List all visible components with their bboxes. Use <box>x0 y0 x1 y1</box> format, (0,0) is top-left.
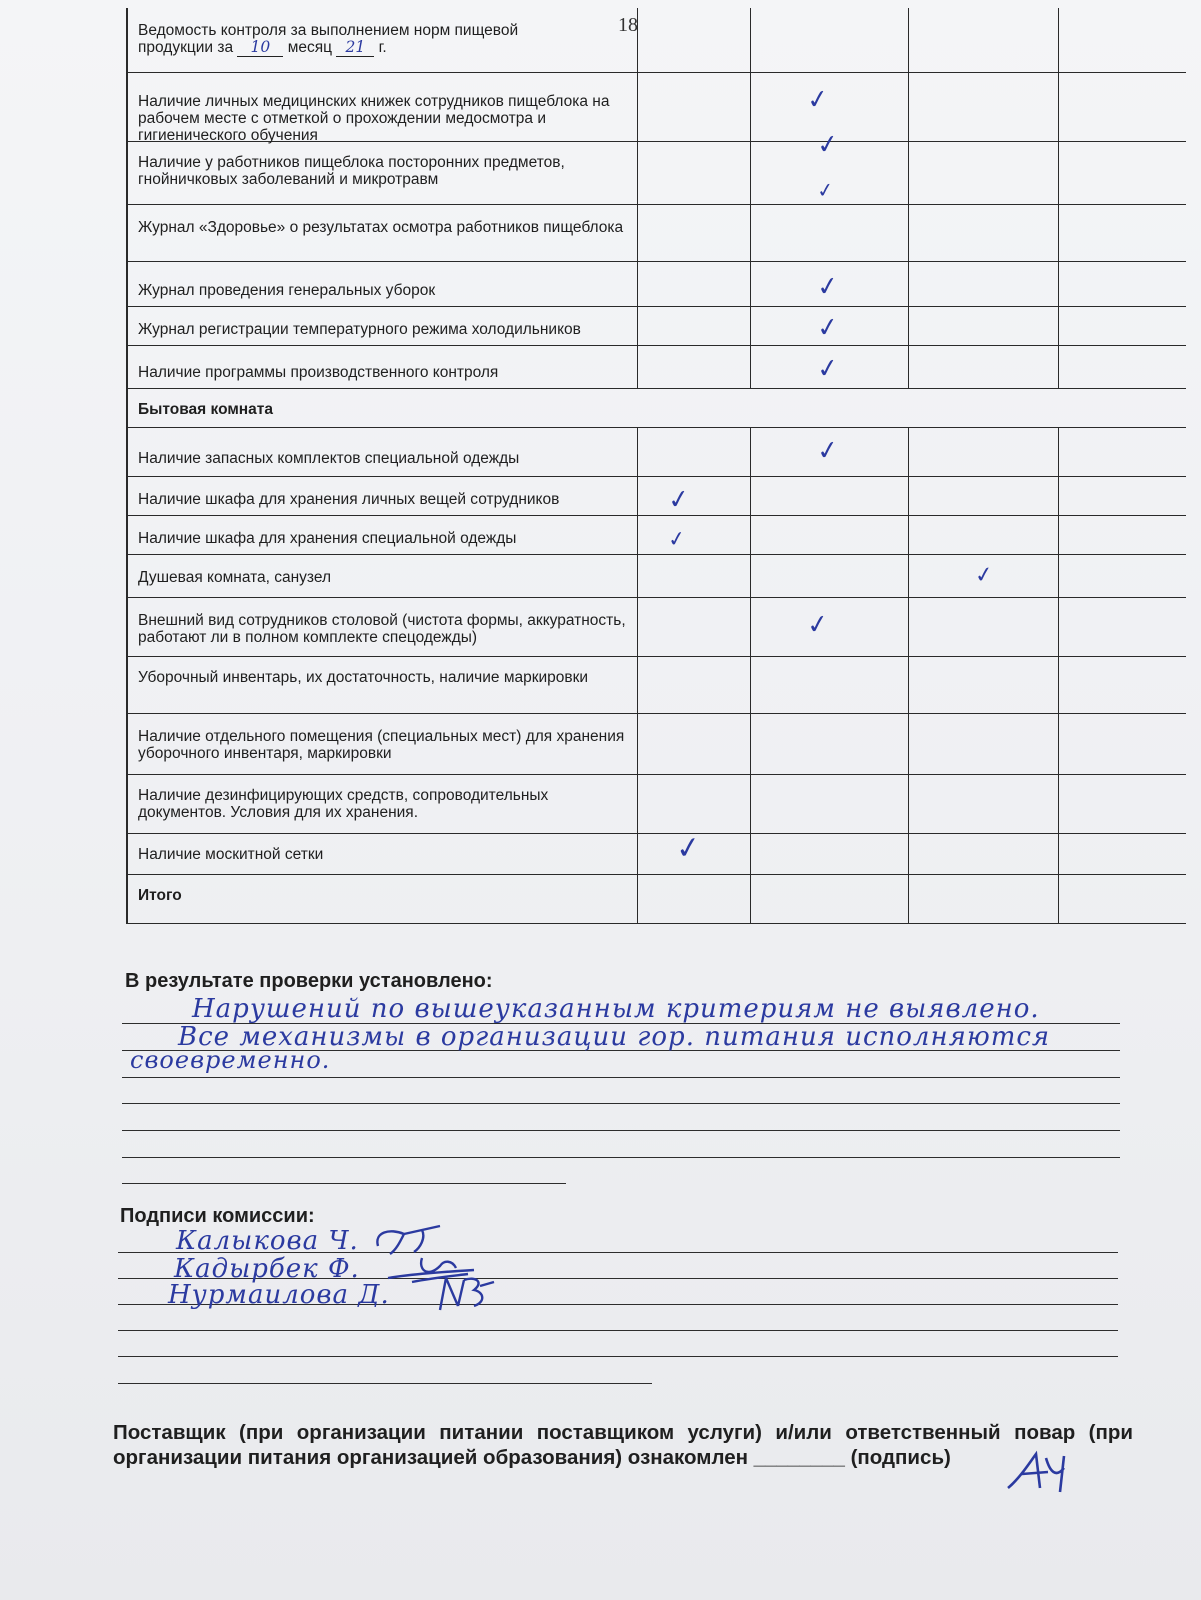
cell <box>909 834 1059 874</box>
cell <box>751 834 909 874</box>
cell <box>1059 834 1186 874</box>
row-label: Душевая комната, санузел <box>128 555 638 597</box>
check-mark: ✓ <box>805 608 831 642</box>
label-mid: месяц <box>287 39 333 56</box>
cell <box>638 829 751 874</box>
cell <box>1059 775 1186 833</box>
cell <box>1059 657 1186 713</box>
cell <box>1059 205 1186 261</box>
cell <box>751 346 909 388</box>
cell <box>638 657 751 713</box>
ruled-line <box>118 1330 1118 1331</box>
table-row <box>128 8 1186 73</box>
table-row <box>128 516 1186 555</box>
row-label: Журнал регистрации температурного режима холодильников <box>128 307 638 345</box>
cell <box>751 555 909 597</box>
cell <box>638 262 751 306</box>
handwritten-result-line: своевременно. <box>130 1046 331 1074</box>
cell <box>638 73 751 141</box>
cell <box>638 307 751 345</box>
table-row <box>128 346 1186 389</box>
cell <box>909 346 1059 388</box>
ruled-line <box>118 1383 652 1384</box>
row-label: Наличие программы производственного контроля <box>128 346 638 388</box>
ruled-line <box>122 1077 1120 1078</box>
check-mark: ✓ <box>666 525 688 553</box>
table-row <box>128 775 1186 834</box>
table-row <box>128 262 1186 307</box>
row-label: Журнал проведения генеральных уборок <box>128 262 638 306</box>
cell <box>1059 428 1186 476</box>
signatory-name: Нурмаилова Д. <box>168 1280 390 1310</box>
cell <box>638 875 751 923</box>
cell <box>1059 555 1186 597</box>
table-row <box>128 307 1186 346</box>
check-mark: ✓ <box>815 128 841 162</box>
handwritten-result-line: Нарушений по вышеуказанным критериям не выявлено. <box>192 994 1040 1024</box>
cell <box>1059 142 1186 204</box>
ruled-line <box>122 1157 1120 1158</box>
table-row <box>128 714 1186 775</box>
table-row <box>128 555 1186 598</box>
cell <box>1059 598 1186 656</box>
ruled-line <box>122 1130 1120 1131</box>
table-row <box>128 875 1186 924</box>
cell <box>1059 516 1186 554</box>
cell <box>751 477 909 515</box>
cell <box>909 875 1059 923</box>
cell <box>909 555 1059 597</box>
table-row <box>128 128 1186 205</box>
cell <box>638 428 751 476</box>
cell <box>909 307 1059 345</box>
table-row <box>128 829 1186 875</box>
cell <box>1059 477 1186 515</box>
cell <box>638 477 751 515</box>
result-title: В результате проверки установлено: <box>125 970 493 992</box>
table-row <box>128 176 1186 262</box>
label-prefix: продукции за <box>138 39 234 56</box>
signatures-title: Подписи комиссии: <box>120 1205 315 1227</box>
signature-mark-3 <box>430 1272 500 1314</box>
cell <box>751 516 909 554</box>
table-row <box>128 657 1186 714</box>
cell <box>909 516 1059 554</box>
table-row <box>128 73 1186 142</box>
cell <box>909 714 1059 774</box>
cell <box>909 262 1059 306</box>
check-mark: ✓ <box>815 311 841 345</box>
page-number: 18 <box>618 14 638 36</box>
cell <box>909 428 1059 476</box>
row-label: Наличие личных медицинских книжек сотрудников пищеблока на рабочем месте с отметкой о прохождении медосмотра и гигиенического обучения <box>128 73 638 141</box>
row-label: Внешний вид сотрудников столовой (чистота формы, аккуратность, работают ли в полном комплекте спецодежды) <box>128 598 638 656</box>
cell <box>1059 875 1186 923</box>
check-mark: ✓ <box>815 176 836 204</box>
cell <box>638 775 751 833</box>
label-suffix: г. <box>378 39 387 56</box>
cell <box>909 598 1059 656</box>
cell <box>1059 346 1186 388</box>
cell <box>751 714 909 774</box>
cell <box>909 142 1059 204</box>
cell <box>1059 8 1186 72</box>
cell <box>751 262 909 306</box>
signatory-name: Калыкова Ч. <box>176 1226 359 1256</box>
cell <box>1059 714 1186 774</box>
row-label: Журнал «Здоровье» о результатах осмотра работников пищеблока <box>128 205 638 261</box>
ruled-line <box>122 1183 566 1184</box>
cell <box>638 516 751 554</box>
cell <box>909 8 1059 72</box>
section-title: Бытовая комната <box>138 401 274 418</box>
row-label: Наличие москитной сетки <box>128 834 638 874</box>
footer-acknowledgement: Поставщик (при организации питании поставщиком услуги) и/или ответственный повар (при организации питания организацией образования) ознакомлен ________ (подпись) <box>113 1421 1133 1469</box>
cell <box>751 775 909 833</box>
table-row <box>128 477 1186 516</box>
row-label <box>128 8 638 72</box>
ruled-line <box>118 1356 1118 1357</box>
table-row <box>128 598 1186 657</box>
check-mark: ✓ <box>815 434 841 468</box>
cell <box>909 73 1059 141</box>
control-table <box>126 8 1186 924</box>
label-text: Ведомость контроля за выполнением норм пищевой <box>138 22 519 39</box>
cell <box>638 555 751 597</box>
cell <box>638 346 751 388</box>
row-label: Уборочный инвентарь, их достаточность, наличие маркировки <box>128 657 638 713</box>
cell <box>751 428 909 476</box>
row-label: Наличие запасных комплектов специальной одежды <box>128 428 638 476</box>
ruled-line <box>122 1103 1120 1104</box>
section-row <box>128 389 1186 428</box>
check-mark: ✓ <box>805 83 831 117</box>
row-label: Наличие отдельного помещения (специальных мест) для хранения уборочного инвентаря, маркировки <box>128 714 638 774</box>
cell <box>1059 73 1186 141</box>
signatory-name: Кадырбек Ф. <box>174 1254 360 1284</box>
row-label: Наличие шкафа для хранения личных вещей сотрудников <box>128 477 638 515</box>
check-mark: ✓ <box>815 352 841 386</box>
cell <box>751 875 909 923</box>
year-value: 21 <box>336 39 374 57</box>
row-label: Наличие шкафа для хранения специальной одежды <box>128 516 638 554</box>
check-mark: ✓ <box>815 270 841 304</box>
check-mark: ✓ <box>673 829 704 868</box>
cell <box>1059 262 1186 306</box>
cell <box>909 657 1059 713</box>
cell <box>638 142 751 204</box>
cell <box>909 477 1059 515</box>
cell <box>1059 307 1186 345</box>
cell <box>751 307 909 345</box>
check-mark: ✓ <box>666 483 692 517</box>
cell <box>751 8 909 72</box>
table-row <box>128 428 1186 477</box>
cell <box>751 176 909 261</box>
cell <box>638 714 751 774</box>
cell <box>909 205 1059 261</box>
cell <box>638 8 751 72</box>
cell <box>909 775 1059 833</box>
row-label: Наличие дезинфицирующих средств, сопроводительных документов. Условия для их хранения. <box>128 775 638 833</box>
footer-signature <box>1000 1448 1080 1498</box>
handwritten-result-line: Все механизмы в организации гор. питания исполняются <box>178 1022 1051 1052</box>
cell <box>638 205 751 261</box>
row-label: Наличие у работников пищеблока посторонних предметов, гнойничковых заболеваний и микротравм <box>128 142 638 204</box>
cell <box>751 657 909 713</box>
cell <box>751 598 909 656</box>
check-mark: ✓ <box>973 561 996 590</box>
total-label: Итого <box>128 875 638 923</box>
month-value: 10 <box>237 39 283 57</box>
cell <box>638 598 751 656</box>
